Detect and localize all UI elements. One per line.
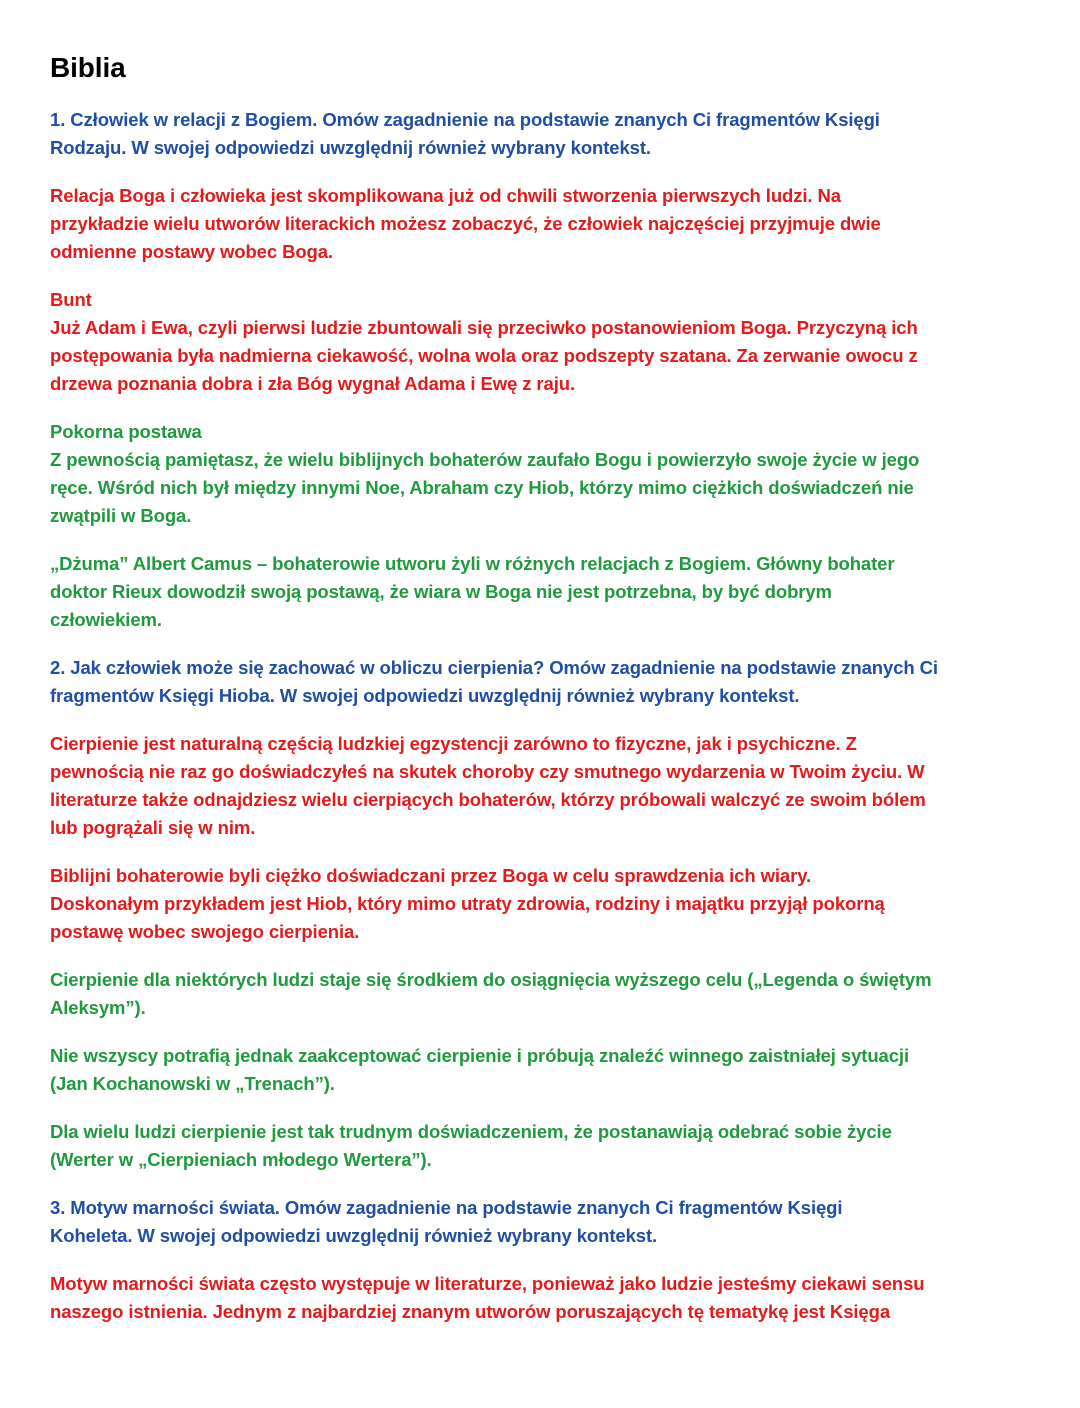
question-1: 1. Człowiek w relacji z Bogiem. Omów zagadnienie na podstawie znanych Ci fragmentów Księgi Rodzaju. W swojej odpowiedzi uwzględnij również wybrany kontekst.	[50, 109, 880, 158]
answer-2-context-aleksy: Cierpienie dla niektórych ludzi staje się środkiem do osiągnięcia wyższego celu („Legenda o świętym Aleksym”).	[50, 969, 932, 1018]
answer-3-intro: Motyw marności świata często występuje w literaturze, ponieważ jako ludzie jesteśmy ciekawi sensu naszego istnienia. Jednym z najbardziej znanym utworów poruszających tę tematykę jest Księga	[50, 1273, 925, 1322]
answer-2-intro: Cierpienie jest naturalną częścią ludzkiej egzystencji zarówno to fizyczne, jak i psychiczne. Z pewnością nie raz go doświadczyłeś na skutek choroby czy smutnego wydarzenia w Twoim życiu. W literaturze także odnajdziesz wielu cierpiących bohaterów, którzy próbowali walczyć ze swoim bólem lub pogrążali się w nim.	[50, 733, 926, 838]
answer-1-intro: Relacja Boga i człowieka jest skomplikowana już od chwili stworzenia pierwszych ludzi. Na przykładzie wielu utworów literackich możesz zobaczyć, że człowiek najczęściej przyjmuje dwie odmienne postawy wobec Boga.	[50, 185, 881, 262]
answer-1-bunt: Bunt Już Adam i Ewa, czyli pierwsi ludzie zbuntowali się przeciwko postanowieniom Boga. Przyczyną ich postępowania była nadmierna ciekawość, wolna wola oraz podszepty szatana. Za zerwanie owocu z drzewa poznania dobra i zła Bóg wygnał Adama i Ewę z raju.	[50, 289, 918, 394]
answer-1-pokorna-postawa: Pokorna postawa Z pewnością pamiętasz, że wielu biblijnych bohaterów zaufało Bogu i powierzyło swoje życie w jego ręce. Wśród nich był między innymi Noe, Abraham czy Hiob, którzy mimo ciężkich doświadczeń nie zwątpili w Boga.	[50, 421, 920, 526]
question-2: 2. Jak człowiek może się zachować w obliczu cierpienia? Omów zagadnienie na podstawie znanych Ci fragmentów Księgi Hioba. W swojej odpowiedzi uwzględnij również wybrany kontekst.	[50, 657, 938, 706]
answer-1-context-dzuma: „Dżuma” Albert Camus – bohaterowie utworu żyli w różnych relacjach z Bogiem. Główny bohater doktor Rieux dowodził swoją postawą, że wiara w Boga nie jest potrzebna, by być dobrym człowiekiem.	[50, 553, 895, 630]
answer-2-hiob: Biblijni bohaterowie byli ciężko doświadczani przez Boga w celu sprawdzenia ich wiary. Doskonałym przykładem jest Hiob, który mimo utraty zdrowia, rodziny i majątku przyjął pokorną postawę wobec swojego cierpienia.	[50, 865, 885, 942]
answer-2-context-treny: Nie wszyscy potrafią jednak zaakceptować cierpienie i próbują znaleźć winnego zaistniałej sytuacji (Jan Kochanowski w „Trenach”).	[50, 1045, 909, 1094]
question-3: 3. Motyw marności świata. Omów zagadnienie na podstawie znanych Ci fragmentów Księgi Koheleta. W swojej odpowiedzi uwzględnij również wybrany kontekst.	[50, 1197, 843, 1246]
document-page	[50, 50, 1040, 1326]
page-title: Biblia	[50, 52, 126, 83]
answer-2-context-werter: Dla wielu ludzi cierpienie jest tak trudnym doświadczeniem, że postanawiają odebrać sobie życie (Werter w „Cierpieniach młodego Wertera”).	[50, 1121, 892, 1170]
